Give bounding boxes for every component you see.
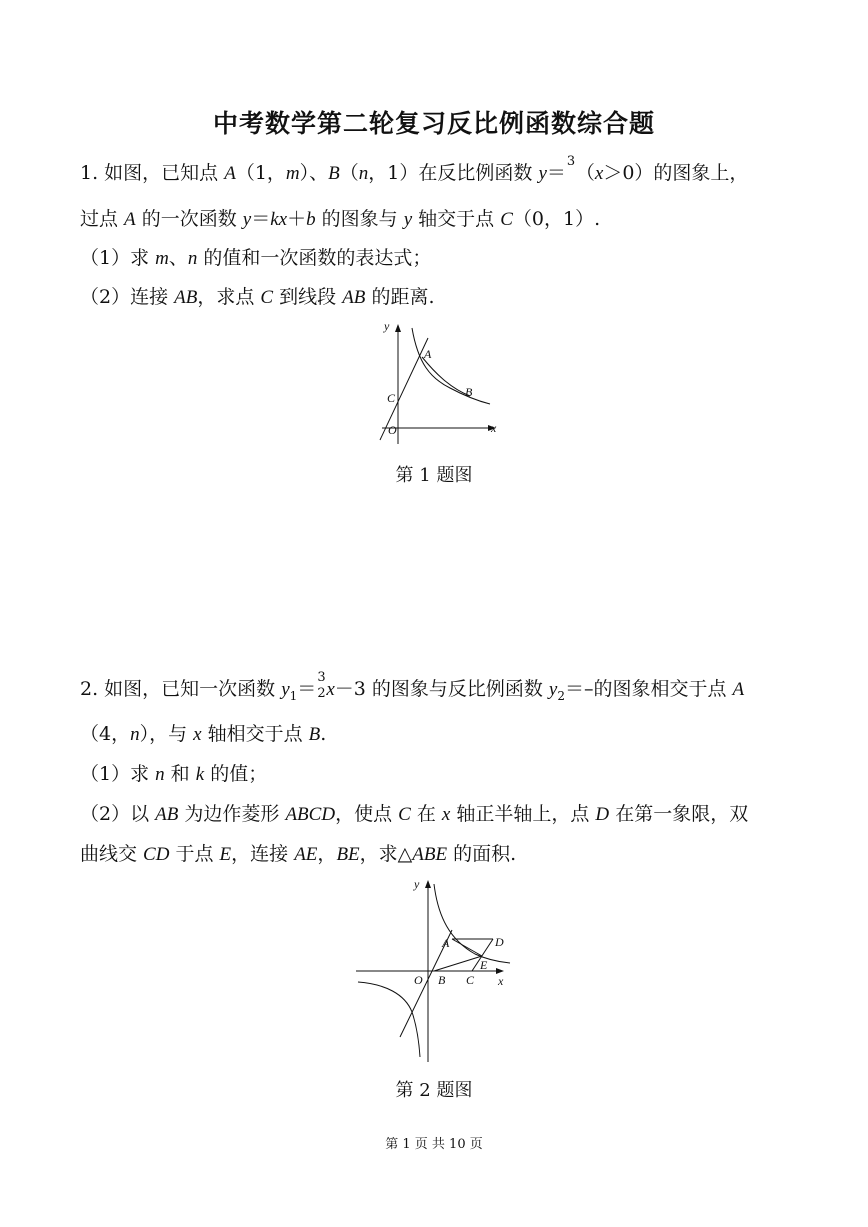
- var: k: [195, 764, 205, 785]
- text: .: [320, 723, 327, 745]
- text: ，连接: [231, 843, 295, 865]
- var: b: [306, 209, 316, 230]
- hyperbola-branch-2: [358, 982, 420, 1057]
- q2-part-1: [80, 765, 267, 784]
- var: A: [732, 679, 745, 700]
- segment-ab: [422, 357, 470, 396]
- var: n: [130, 724, 140, 745]
- subscript: 1: [289, 688, 298, 703]
- text: ＝: [297, 678, 317, 700]
- var: x: [594, 163, 604, 184]
- label-y: y: [384, 319, 390, 333]
- text: （1）求: [80, 247, 156, 269]
- var: x: [193, 724, 202, 745]
- text: 轴正半轴上，点: [450, 803, 596, 825]
- label-c: C: [387, 391, 396, 405]
- text: ＝: [546, 162, 566, 184]
- label-x: x: [491, 421, 497, 435]
- text: 的一次函数: [135, 208, 243, 230]
- text: 轴相交于点: [201, 723, 309, 745]
- text: 和: [164, 763, 196, 785]
- var: n: [187, 248, 198, 269]
- text: 的值和一次函数的表达式；: [197, 247, 432, 269]
- label-b: B: [465, 385, 473, 399]
- label-y: y: [414, 877, 420, 891]
- text: （2）连接: [80, 286, 175, 308]
- var: x: [326, 679, 335, 700]
- var: y: [242, 209, 252, 230]
- text: 过点: [80, 208, 125, 230]
- q1-part-1: [80, 249, 431, 268]
- label-d: D: [495, 935, 504, 949]
- var: kx: [270, 209, 288, 230]
- text: 轴交于点: [412, 208, 501, 230]
- subscript: 2: [557, 688, 565, 703]
- text: ）、: [299, 162, 329, 184]
- var: A: [124, 209, 136, 230]
- var: BE: [336, 844, 360, 865]
- fraction: [566, 154, 576, 179]
- label-b: B: [438, 973, 446, 987]
- var: AB: [342, 287, 366, 308]
- var: n: [155, 764, 165, 785]
- q2-caption: 第 2 题图: [395, 1080, 473, 1101]
- text: （: [339, 162, 359, 184]
- text: 在第一象限，双: [609, 803, 749, 825]
- var: ABE: [412, 844, 448, 865]
- var: D: [595, 804, 610, 825]
- text: ，使点: [335, 803, 399, 825]
- fraction-numerator: 3: [566, 154, 576, 169]
- var: C: [260, 287, 274, 308]
- var: C: [398, 804, 411, 825]
- text: ＋: [287, 208, 307, 230]
- page-footer: 第 1 页 共 10 页: [385, 1137, 483, 1152]
- label-a: A: [424, 347, 432, 361]
- text: 2. 如图，已知一次函数: [80, 678, 282, 700]
- q2-line-2: [80, 725, 326, 744]
- text: ＝–的图象相交于点: [565, 678, 733, 700]
- var: y: [281, 679, 290, 700]
- var: x: [441, 804, 451, 825]
- segment-ae: [452, 939, 482, 956]
- q1-part-2: [80, 288, 435, 307]
- text: （4，: [80, 723, 131, 745]
- hyperbola: [412, 328, 490, 404]
- text: －3 的图象与反比例函数: [334, 678, 549, 700]
- text: （: [575, 162, 595, 184]
- var: AB: [155, 804, 179, 825]
- fraction: [316, 670, 326, 701]
- q2-line-1: [80, 670, 745, 703]
- text: ，1）在反比例函数: [368, 162, 539, 184]
- q1-figure: [360, 318, 510, 448]
- text: ），与: [139, 723, 194, 745]
- text: 的值；: [204, 763, 268, 785]
- label-o: O: [414, 973, 423, 987]
- segment-be: [434, 956, 482, 971]
- text: （1）求: [80, 763, 156, 785]
- text: ＞0）的图象上，: [603, 162, 749, 184]
- text: 于点: [169, 843, 220, 865]
- text: ，求点: [197, 286, 261, 308]
- var: m: [155, 248, 169, 269]
- var: CD: [143, 844, 170, 865]
- var: y: [538, 163, 547, 184]
- text: 、: [168, 247, 188, 269]
- y-axis-arrow: [425, 880, 431, 888]
- q2-figure: [350, 872, 520, 1067]
- y-axis-arrow: [395, 324, 401, 332]
- text: 的面积.: [447, 843, 517, 865]
- label-x: x: [498, 974, 504, 988]
- q1-caption: 第 1 题图: [395, 465, 473, 486]
- fraction-denominator: 2: [317, 686, 326, 701]
- text: 在: [410, 803, 442, 825]
- q2-part-2: [80, 805, 748, 824]
- label-a: A: [442, 936, 450, 950]
- var: m: [285, 163, 300, 184]
- text: ，求△: [359, 843, 413, 865]
- var: ABCD: [285, 804, 336, 825]
- text: ，: [317, 843, 337, 865]
- var: A: [224, 163, 236, 184]
- q1-line-2: [80, 210, 600, 229]
- text: ＝: [251, 208, 271, 230]
- var: n: [358, 163, 369, 184]
- fraction-numerator: 3: [317, 670, 326, 685]
- q2-part-2-cont: [80, 845, 516, 864]
- var: E: [219, 844, 232, 865]
- var: y: [403, 209, 413, 230]
- text: 曲线交: [80, 843, 144, 865]
- hyperbola-branch-1: [434, 884, 510, 963]
- label-e: E: [480, 958, 488, 972]
- text: 1. 如图，已知点: [80, 162, 225, 184]
- var: B: [328, 163, 340, 184]
- text: （1，: [235, 162, 286, 184]
- text: （2）以: [80, 803, 156, 825]
- text: 到线段: [273, 286, 343, 308]
- text: 为边作菱形: [178, 803, 286, 825]
- q1-line-1: [80, 154, 749, 184]
- var: AE: [294, 844, 318, 865]
- var: AB: [174, 287, 198, 308]
- var: B: [308, 724, 321, 745]
- text: （0，1）.: [512, 208, 601, 230]
- text: 的图象与: [315, 208, 404, 230]
- var: y: [548, 679, 558, 700]
- text: 的距离.: [365, 286, 435, 308]
- label-c: C: [466, 973, 475, 987]
- page-title: 中考数学第二轮复习反比例函数综合题: [212, 109, 655, 138]
- var: C: [500, 209, 513, 230]
- label-o: O: [388, 423, 397, 437]
